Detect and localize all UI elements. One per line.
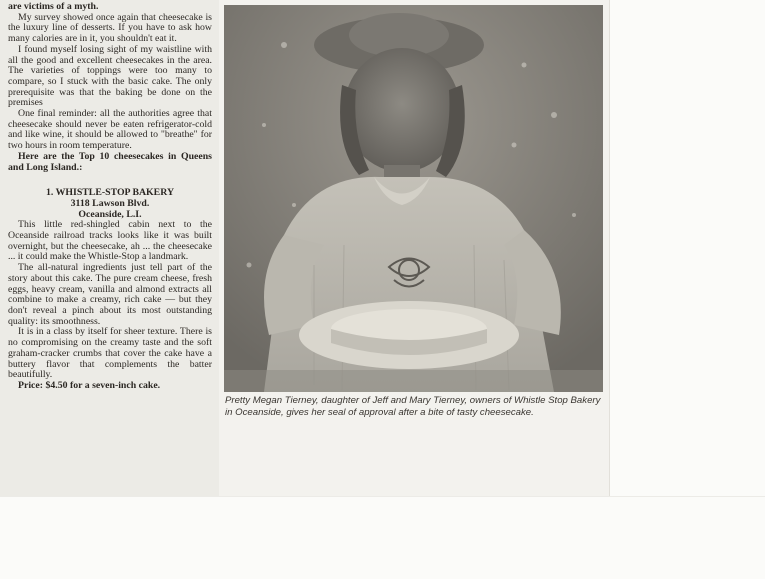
article-paragraph-4: Here are the Top 10 cheesecakes in Queens and Long Island.: — [8, 150, 212, 173]
bakery-paragraph-3: It is in a class by itself for sheer texture. There is no compromising on the creamy taste and the soft graham-cracker crumbs that cover the cake have a buttery flavor that complements the batter beautifully. — [8, 326, 212, 381]
bakery-paragraph-1: This little red-shingled cabin next to the Oceanside railroad tracks looks like it was built overnight, but the cheesecake, ah ... the cheesecake ... it could make the Whistle-Stop a landmark. — [8, 219, 212, 263]
bakery-price: Price: $4.50 for a seven-inch cake. — [18, 379, 161, 391]
article-paragraph-3: One final reminder: all the authorities agree that cheesecake should never be eaten refrigerator-cold and like wine, it should be allowed to "breathe" for two hours in room temperature. — [8, 108, 212, 152]
bakery-heading: 1. WHISTLE-STOP BAKERY — [45, 187, 175, 199]
caption-text: Pretty Megan Tierney, daughter of Jeff and Mary Tierney, owners of Whistle Stop Bakery in Oceanside, gives her seal of approval after a bite of tasty cheesecake. — [225, 395, 601, 418]
newspaper-photo — [224, 5, 603, 392]
photo-caption — [225, 395, 603, 419]
page-fold-line — [0, 496, 765, 497]
article-paragraph-2: I found myself losing sight of my waistline with all the good and excellent cheesecakes in the area. The varieties of toppings were too many to compare, so I stuck with the basic cake. The only prerequisite was that the baking be done on the premises — [8, 43, 212, 109]
article-paragraph-1: My survey showed once again that cheesecake is the luxury line of desserts. If you have to ask how many calories are in it, you shouldn't eat it. — [8, 11, 212, 45]
article-intro-line: are victims of a myth. — [8, 1, 99, 12]
article-text — [8, 2, 212, 392]
bakery-address: 3118 Lawson Blvd. — [70, 197, 150, 209]
girl-with-cheesecake-photo — [224, 5, 603, 392]
photo-panel — [219, 0, 609, 496]
article-column — [0, 0, 219, 496]
bakery-paragraph-2: The all-natural ingredients just tell part of the story about this cake. The pure cream cheese, fresh eggs, heavy cream, vanilla and almond extracts all combine to make a creamy, rich cake — but they don't reveal a pinch about its most outstanding quality: its smoothness. — [8, 262, 212, 327]
bakery-city: Oceanside, L.I. — [78, 208, 142, 220]
